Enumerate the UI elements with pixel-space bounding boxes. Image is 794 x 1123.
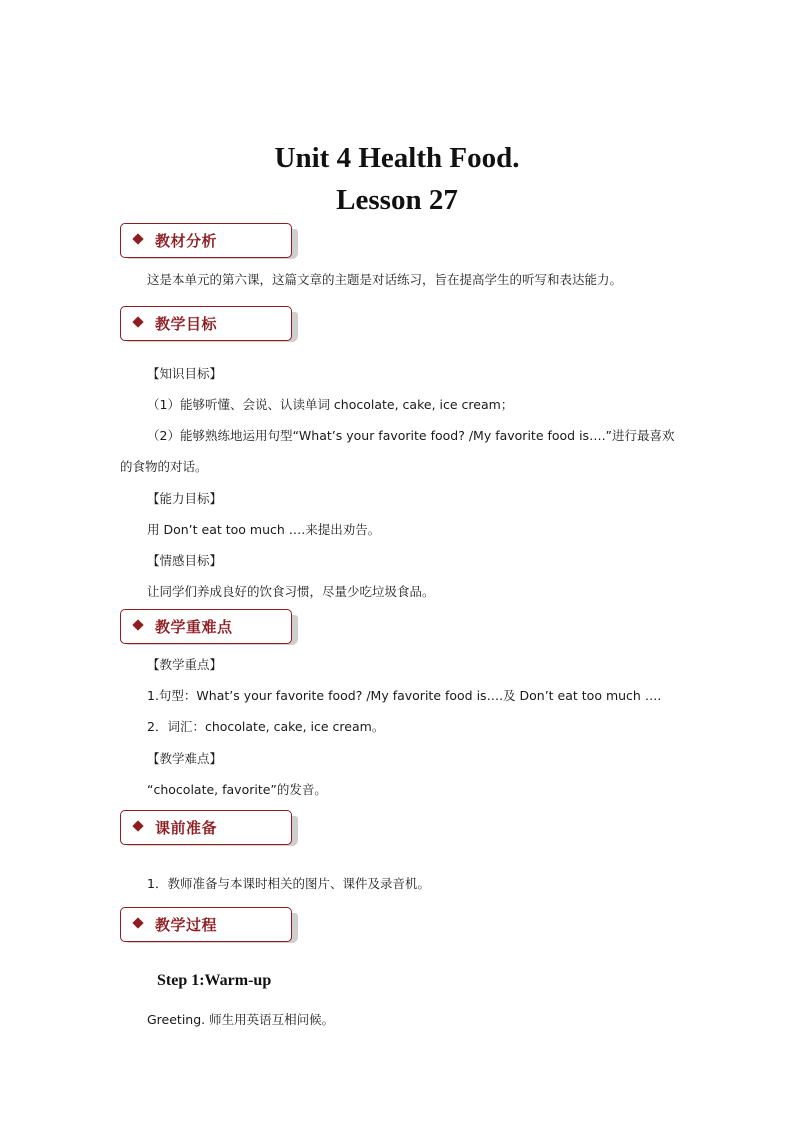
ability-text: 用 Don’t eat too much ….来提出劝告。 [147,522,381,537]
section-header-objectives [120,306,306,346]
section-header-key-points [120,609,306,649]
section-label: 课前准备 [155,819,218,837]
knowledge-item-2: （2）能够熟练地运用句型“What’s your favorite food? /My favorite food is….”进行最喜欢 [147,428,675,443]
section-header-process [120,907,306,947]
section-header-preparation [120,810,306,850]
document-title-line2: Lesson 27 [336,184,458,216]
section-label: 教学重难点 [155,618,233,636]
document-title-line1: Unit 4 Health Food. [274,142,520,174]
difficulty-heading: 【教学难点】 [147,751,223,766]
preparation-text: 1．教师准备与本课时相关的图片、课件及录音机。 [147,876,430,891]
focus-item-1: 1.句型：What’s your favorite food? /My favorite food is….及 Don’t eat too much …. [147,688,662,703]
analysis-text: 这是本单元的第六课，这篇文章的主题是对话练习，旨在提高学生的听写和表达能力。 [147,272,623,287]
step1-text: Greeting. 师生用英语互相问候。 [147,1012,335,1027]
emotion-heading: 【情感目标】 [147,553,223,568]
section-label: 教学目标 [155,315,218,333]
step1-title: Step 1:Warm-up [157,972,272,989]
difficulty-text: “chocolate, favorite”的发音。 [147,782,327,797]
focus-heading: 【教学重点】 [147,657,223,672]
knowledge-item-2-cont: 的食物的对话。 [120,459,208,474]
knowledge-heading: 【知识目标】 [147,366,223,381]
section-header-analysis [120,223,306,263]
focus-item-2: 2．词汇：chocolate, cake, ice cream。 [147,719,385,734]
emotion-text: 让同学们养成良好的饮食习惯，尽量少吃垃圾食品。 [147,584,435,599]
ability-heading: 【能力目标】 [147,491,223,506]
section-label: 教材分析 [155,232,218,250]
knowledge-item-1: （1）能够听懂、会说、认读单词 chocolate, cake, ice cream； [147,397,514,412]
section-label: 教学过程 [155,916,218,934]
